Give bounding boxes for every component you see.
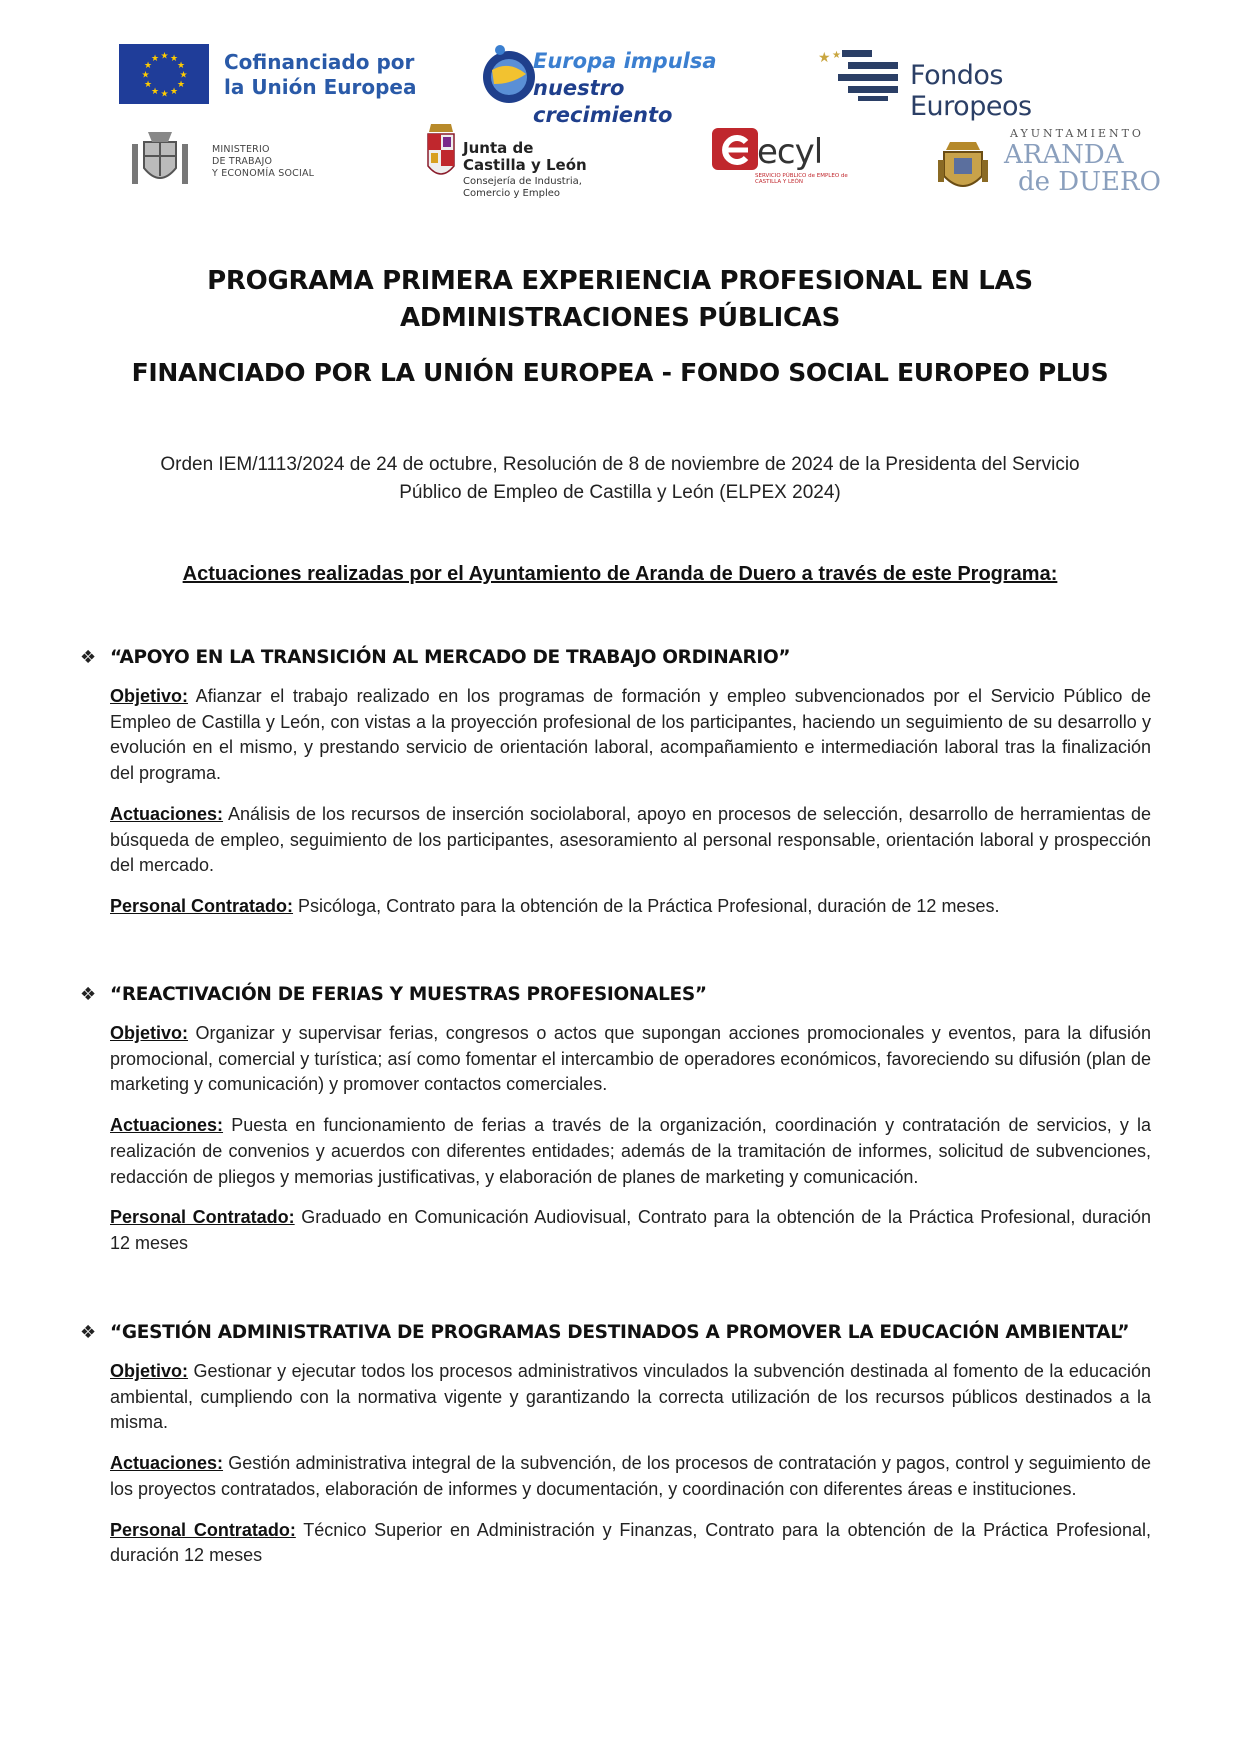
financiado-title: FINANCIADO POR LA UNIÓN EUROPEA - FONDO SOCIAL EUROPEO PLUS [131,358,1109,387]
fondos-europeos-text: Fondos Europeos [910,60,1032,122]
eu-stars-icon [119,44,209,104]
actuaciones-paragraph [110,1451,1151,1502]
orden-line2: Público de Empleo de Castilla y León (ELPEX 2024) [399,482,841,503]
actuaciones-paragraph [110,802,1151,879]
spain-coat-of-arms-icon [128,128,192,192]
aranda-shield-logo [936,138,990,196]
eu-star-icon: ★ [170,54,179,65]
europa-impulsa-text [533,48,753,129]
jcyl-line2: Castilla y León [463,156,587,174]
jcyl-line1: Junta de [463,139,534,157]
jcyl-consejeria-text [463,176,613,200]
objetivo-text: Afianzar el trabajo realizado en los programas de formación y empleo subvencionados por el Servicio Público de Empleo de Castilla y León, con vistas a la proyección profesional de los participantes, haciendo un seguimiento de su desarrollo y evolución en el mismo, y prestando servicio de orientación laboral, acompañamiento e intermediación laboral tras la finalización del programa. [110,686,1151,784]
orden-reference [120,451,1120,507]
section-heading [80,1320,1160,1346]
program-title-line1: PROGRAMA PRIMERA EXPERIENCIA PROFESIONAL EN LAS [207,266,1033,296]
program-title-line2: ADMINISTRACIONES PÚBLICAS [399,303,841,333]
objetivo-text: Organizar y supervisar ferias, congresos o actos que supongan acciones promocionales y eventos, para la difusión promocional, comercial y turística; así como fomentar el intercambio de operadores económicos, favoreciendo su difusión (plan de marketing y comunicación) y promover contactos comerciales. [110,1023,1151,1095]
section-reactivacion-ferias [80,982,1160,1257]
section-apoyo-transicion [80,645,1160,920]
europa-globe-logo [482,40,536,106]
eu-star-icon: ★ [141,70,150,81]
svg-text:★: ★ [832,50,841,61]
europa-text-line2: nuestro crecimiento [533,76,673,127]
actuaciones-label: Actuaciones: [110,1115,224,1136]
ministerio-line3: Y ECONOMÍA SOCIAL [212,168,315,179]
jcyl-text [463,140,613,174]
eu-star-icon: ★ [144,61,153,71]
aranda-line1: ARANDA [1004,140,1124,170]
eu-cofinanciado-text [224,50,424,100]
section-heading [80,982,1160,1008]
jcyl-sub1: Consejería de Industria, [463,176,582,187]
diamond-bullet-icon: ❖ [80,647,96,668]
section-heading-text: “APOYO EN LA TRANSICIÓN AL MERCADO DE TRABAJO ORDINARIO” [110,647,791,668]
personal-text: Graduado en Comunicación Audiovisual, Contrato para la obtención de la Práctica Profesional, duración 12 meses [110,1207,1151,1253]
ecyl-text: ecyl [757,132,823,172]
objetivo-label: Objetivo: [110,1023,189,1043]
objetivo-text: Gestionar y ejecutar todos los procesos administrativos vinculados la subvención destinada al fomento de la educación ambiental, cumpliendo con la normativa vigente y garantizando la correcta utilización de los recursos públicos destinados a la misma. [110,1361,1151,1433]
eu-star-icon: ★ [144,80,153,90]
eu-star-icon: ★ [151,86,160,97]
eu-star-icon: ★ [170,86,179,97]
eu-star-icon: ★ [151,54,160,65]
eu-star-icon: ★ [160,89,169,100]
ministerio-shield-logo [128,128,192,192]
ministerio-line1: MINISTERIO [212,144,270,155]
objetivo-paragraph [110,684,1151,787]
eu-star-icon: ★ [179,70,188,81]
jcyl-sub2: Comercio y Empleo [463,188,561,199]
personal-label: Personal Contratado: [110,1519,296,1540]
aranda-line2: de DUERO [1018,167,1161,197]
eu-star-icon: ★ [176,80,186,90]
eu-star-icon: ★ [160,51,169,62]
actuaciones-paragraph [110,1113,1151,1190]
objetivo-label: Objetivo: [110,686,189,706]
actuaciones-heading: Actuaciones realizadas por el Ayuntamiento de Aranda de Duero a través de este Programa: [182,563,1058,585]
personal-paragraph [110,894,1151,920]
aranda-coat-of-arms-icon [936,138,990,196]
eu-text-line1: Cofinanciado por [224,50,415,74]
aranda-de-duero-text [1004,142,1164,196]
ecyl-sub-text: SERVICIO PÚBLICO de EMPLEO de CASTILLA Y LEÓN [755,173,848,185]
actuaciones-text: Puesta en funcionamiento de ferias a través de la organización, coordinación y contratación de servicios, y la realización de convenios y acuerdos con diferentes entidades; además de la tramitación de informes, solicitud de subvenciones, redacción de pliegos y memorias justificativas, y elaboración de planes de marketing y comunicación. [110,1115,1151,1187]
fondos-stripes-icon [818,48,900,102]
eu-text-line2: la Unión Europea [224,75,417,99]
svg-text:★: ★ [818,50,831,66]
section-heading-text: “REACTIVACIÓN DE FERIAS Y MUESTRAS PROFESIONALES” [110,984,707,1005]
jcyl-shield-logo [425,122,457,188]
personal-paragraph [110,1518,1151,1569]
objetivo-paragraph [110,1359,1151,1436]
actuaciones-text: Análisis de los recursos de inserción sociolaboral, apoyo en procesos de selección, desarrollo de herramientas de búsqueda de empleo, seguimiento de los participantes, asesoramiento al personal responsable, orientación laboral y prospección del mercado. [110,803,1152,876]
ministerio-line2: DE TRABAJO [212,156,273,167]
program-title [120,263,1120,337]
personal-text: Técnico Superior en Administración y Finanzas, Contrato para la obtención de la Práctica Profesional, duración 12 meses [110,1519,1151,1566]
personal-text: Psicóloga, Contrato para la obtención de la Práctica Profesional, duración de 12 meses. [298,895,1000,916]
section-heading [80,645,1160,671]
orden-line1: Orden IEM/1113/2024 de 24 de octubre, Resolución de 8 de noviembre de 2024 de la Presidenta del Servicio [160,454,1080,475]
europa-text-line1: Europa impulsa [533,49,717,73]
objetivo-label: Objetivo: [110,1361,189,1381]
section-gestion-administrativa [80,1320,1160,1569]
eu-flag-logo [119,44,209,104]
personal-label: Personal Contratado: [110,1207,295,1228]
section-heading-text: “GESTIÓN ADMINISTRATIVA DE PROGRAMAS DESTINADOS A PROMOVER LA EDUCACIÓN AMBIENTAL” [110,1322,1130,1343]
ayuntamiento-text: AYUNTAMIENTO [1010,127,1144,140]
ministerio-text [212,144,362,180]
castilla-leon-shield-icon [425,122,457,188]
fondos-europeos-logo [818,48,900,102]
eu-star-icon: ★ [176,61,186,71]
actuaciones-label: Actuaciones: [110,1453,224,1474]
actuaciones-label: Actuaciones: [110,803,224,824]
objetivo-paragraph [110,1021,1151,1098]
globe-icon [482,40,536,106]
personal-paragraph [110,1205,1151,1256]
personal-label: Personal Contratado: [110,895,294,916]
diamond-bullet-icon: ❖ [80,1322,96,1343]
diamond-bullet-icon: ❖ [80,984,96,1005]
actuaciones-text: Gestión administrativa integral de la subvención, de los procesos de contratación y pagos, control y seguimiento de los proyectos contratados, elaboración de informes y documentación, y coordinación con diferentes áreas e instituciones. [110,1453,1151,1499]
